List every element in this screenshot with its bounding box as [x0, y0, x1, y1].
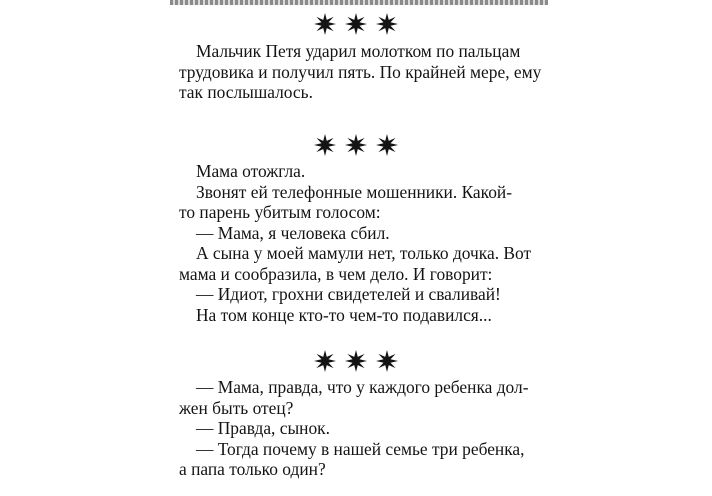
star-icon: [314, 134, 336, 156]
text-line: то парень убитым голосом:: [179, 202, 381, 222]
star-icon: [314, 350, 336, 372]
text-line: — Тогда почему в нашей семье три ребенка,: [196, 438, 525, 459]
star-icon: [345, 13, 367, 35]
joke-section-2: [179, 161, 549, 325]
star-icon: [345, 350, 367, 372]
text-line: так послышалось.: [179, 82, 313, 102]
star-icon: [314, 13, 336, 35]
top-page-rule: [170, 0, 548, 5]
text-line: Мальчик Петя ударил молотком по пальцам: [196, 41, 521, 61]
text-line: жен быть отец?: [179, 397, 294, 418]
star-icon: [345, 134, 367, 156]
text-line: — Мама, правда, что у каждого ребенка дол-: [196, 377, 529, 397]
text-line: трудовика и получил пять. По крайней мере, ему: [179, 61, 542, 82]
text-line: — Идиот, грохни свидетелей и сваливай!: [196, 284, 501, 304]
text-line: А сына у моей мамули нет, только дочка. Вот: [196, 243, 532, 263]
section-divider-3: [0, 349, 712, 373]
section-divider-2: [0, 133, 712, 157]
joke-section-1: [179, 41, 549, 103]
section-divider-1: [0, 12, 712, 36]
star-icon: [376, 350, 398, 372]
joke-section-3: [179, 377, 549, 480]
star-icon: [376, 134, 398, 156]
text-line: На том конце кто-то чем-то подавился...: [196, 304, 492, 325]
text-line: Звонят ей телефонные мошенники. Какой-: [196, 181, 513, 202]
text-line: Мама отожгла.: [196, 161, 306, 181]
star-icon: [376, 13, 398, 35]
text-line: — Правда, сынок.: [196, 418, 330, 438]
text-line: мама и сообразила, в чем дело. И говорит:: [179, 263, 493, 284]
text-line: а папа только один?: [179, 459, 326, 479]
text-line: — Мама, я человека сбил.: [196, 222, 390, 243]
